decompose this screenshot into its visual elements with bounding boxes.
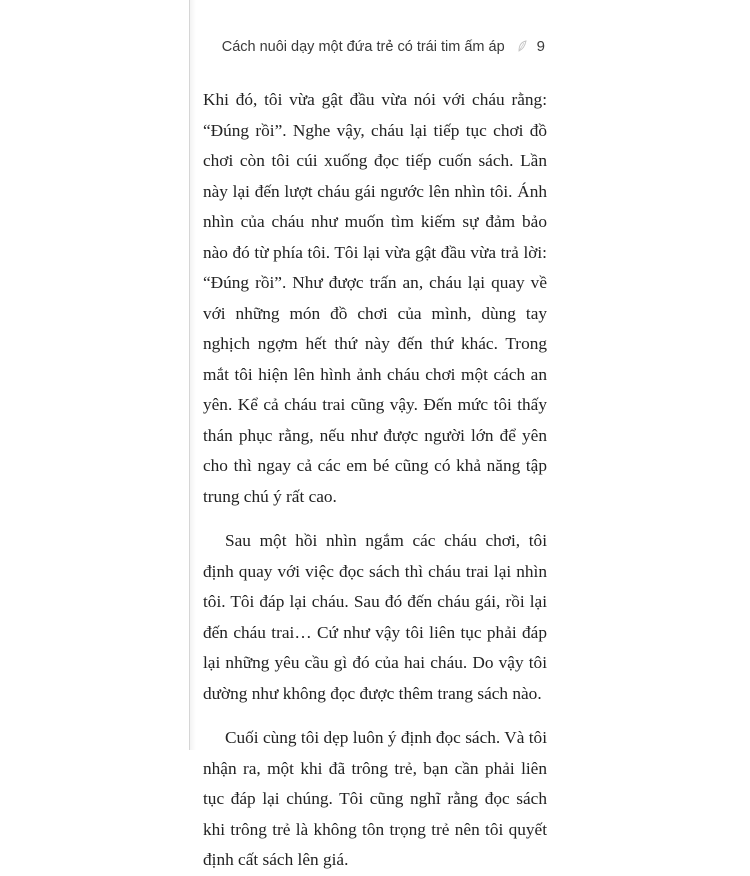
page-edge-shadow — [190, 0, 196, 750]
running-title: Cách nuôi dạy một đứa trẻ có trái tim ấm áp — [221, 38, 505, 55]
paragraph-3: Cuối cùng tôi dẹp luôn ý định đọc sách. Và tôi nhận ra, một khi đã trông trẻ, bạn cần phải liên tục đáp lại chúng. Tôi cũng nghĩ rằng đọc sách khi trông trẻ là không tôn trọng trẻ nên tôi quyết định cất sách lên giá. — [203, 728, 547, 869]
paragraph-1: Khi đó, tôi vừa gật đầu vừa nói với cháu rằng: “Đúng rồi”. Nghe vậy, cháu lại tiếp tục chơi đồ chơi còn tôi cúi xuống đọc tiếp cuốn sách. Lần này lại đến lượt cháu gái ngước lên nhìn tôi. Ánh nhìn của cháu như muốn tìm kiếm sự đảm bảo nào đó từ phía tôi. Tôi lại vừa gật đầu vừa trả lời: “Đúng rồi”. Như được trấn an, cháu lại quay về với những món đồ chơi của mình, dùng tay nghịch ngợm hết thứ này đến thứ khác. Trong mắt tôi hiện lên hình ảnh cháu chơi một cách an yên. Kể cả cháu trai cũng vậy. Đến mức tôi thấy thán phục rằng, nếu như được người lớn để yên cho thì ngay cả các em bé cũng có khả năng tập trung chú ý rất cao. — [203, 90, 547, 506]
page-number: 9 — [536, 38, 545, 55]
running-header — [222, 38, 545, 55]
paragraph-2: Sau một hồi nhìn ngắm các cháu chơi, tôi định quay với việc đọc sách thì cháu trai lại nhìn tôi. Tôi đáp lại cháu. Sau đó đến cháu gái, rồi lại đến cháu trai… Cứ như vậy tôi liên tục phải đáp lại những yêu cầu gì đó của hai cháu. Do vậy tôi dường như không đọc được thêm trang sách nào. — [203, 531, 547, 703]
body-text — [203, 85, 547, 876]
leaf-icon — [517, 39, 527, 55]
